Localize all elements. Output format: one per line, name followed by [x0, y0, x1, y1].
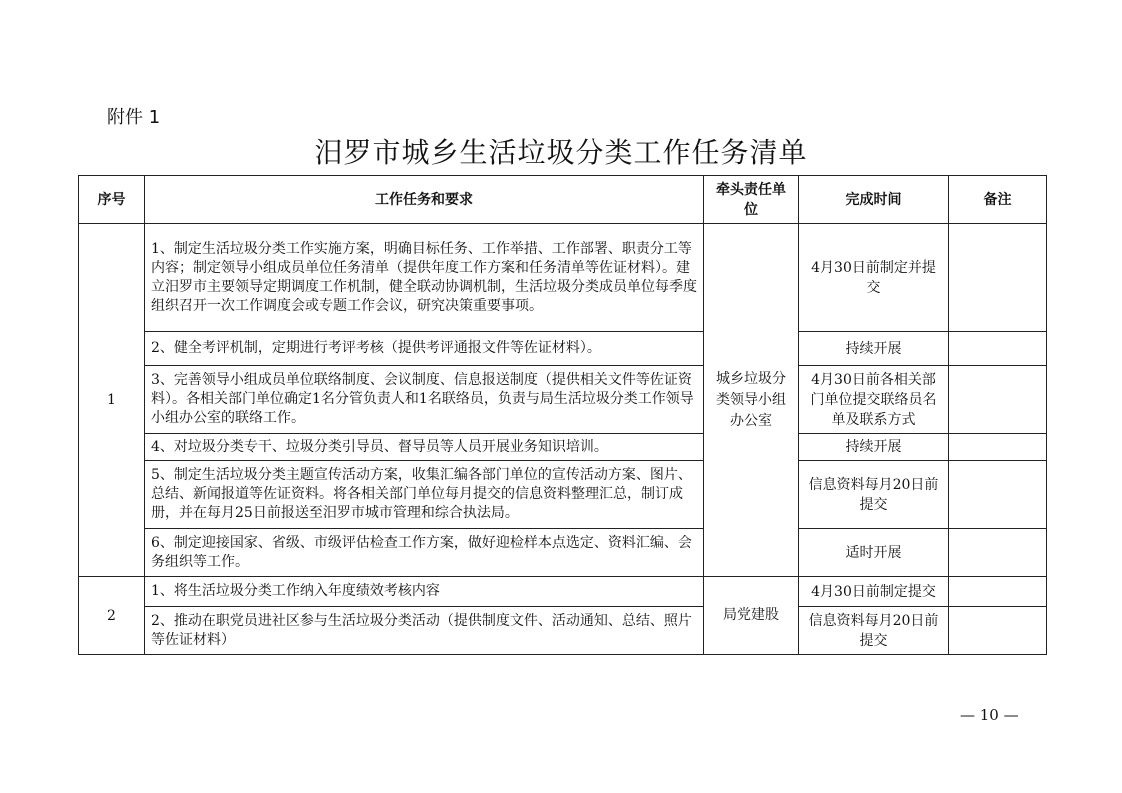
task-table: [78, 175, 1047, 655]
column-header-no: 序号: [79, 176, 145, 224]
task-cell: 2、健全考评机制，定期进行考评考核（提供考评通报文件等佐证材料）。: [145, 332, 704, 366]
deadline-cell: 信息资料每月20日前提交: [799, 461, 949, 529]
table-row: [79, 529, 1047, 577]
table-row: [79, 332, 1047, 366]
note-cell: [949, 577, 1047, 607]
task-cell: 1、将生活垃圾分类工作纳入年度绩效考核内容: [145, 577, 704, 607]
deadline-cell: 持续开展: [799, 434, 949, 461]
table-row: [79, 577, 1047, 607]
deadline-cell: 4月30日前各相关部门单位提交联络员名单及联系方式: [799, 366, 949, 434]
note-cell: [949, 332, 1047, 366]
table-row: [79, 461, 1047, 529]
table-header-row: [79, 176, 1047, 224]
note-cell: [949, 529, 1047, 577]
task-cell: 3、完善领导小组成员单位联络制度、会议制度、信息报送制度（提供相关文件等佐证资料）。各相关部门单位确定1名分管负责人和1名联络员，负责与局生活垃圾分类工作领导小组办公室的联络工作。: [145, 366, 704, 434]
task-cell: 6、制定迎接国家、省级、市级评估检查工作方案，做好迎检样本点选定、资料汇编、会务组织等工作。: [145, 529, 704, 577]
lead-unit-cell: 城乡垃圾分类领导小组办公室: [704, 224, 799, 577]
table-row: [79, 366, 1047, 434]
task-cell: 4、对垃圾分类专干、垃圾分类引导员、督导员等人员开展业务知识培训。: [145, 434, 704, 461]
deadline-cell: 4月30日前制定提交: [799, 577, 949, 607]
deadline-cell: 信息资料每月20日前提交: [799, 607, 949, 655]
column-header-lead: 牵头责任单 位: [704, 176, 799, 224]
task-cell: 5、制定生活垃圾分类主题宣传活动方案，收集汇编各部门单位的宣传活动方案、图片、总结、新闻报道等佐证资料。将各相关部门单位每月提交的信息资料整理汇总，制订成册，并在每月25日前报送至汨罗市城市管理和综合执法局。: [145, 461, 704, 529]
table-row: [79, 434, 1047, 461]
deadline-cell: 持续开展: [799, 332, 949, 366]
note-cell: [949, 366, 1047, 434]
group-number: 2: [79, 577, 145, 655]
column-header-note: 备注: [949, 176, 1047, 224]
note-cell: [949, 607, 1047, 655]
attachment-label: 附件 1: [107, 107, 161, 128]
task-cell: 1、制定生活垃圾分类工作实施方案，明确目标任务、工作举措、工作部署、职责分工等内容；制定领导小组成员单位任务清单（提供年度工作方案和任务清单等佐证材料）。建立汨罗市主要领导定期调度工作机制，健全联动协调机制，生活垃圾分类成员单位每季度组织召开一次工作调度会或专题工作会议，研究决策重要事项。: [145, 224, 704, 332]
column-header-time: 完成时间: [799, 176, 949, 224]
document-title: 汨罗市城乡生活垃圾分类工作任务清单: [314, 136, 808, 169]
page-number: — 10 —: [960, 706, 1019, 724]
column-header-task: 工作任务和要求: [145, 176, 704, 224]
task-cell: 2、推动在职党员进社区参与生活垃圾分类活动（提供制度文件、活动通知、总结、照片等佐证材料）: [145, 607, 704, 655]
note-cell: [949, 461, 1047, 529]
deadline-cell: 4月30日前制定并提交: [799, 224, 949, 332]
note-cell: [949, 224, 1047, 332]
note-cell: [949, 434, 1047, 461]
table-row: [79, 607, 1047, 655]
lead-unit-cell: 局党建股: [704, 577, 799, 655]
group-number: 1: [79, 224, 145, 577]
table-row: [79, 224, 1047, 332]
deadline-cell: 适时开展: [799, 529, 949, 577]
